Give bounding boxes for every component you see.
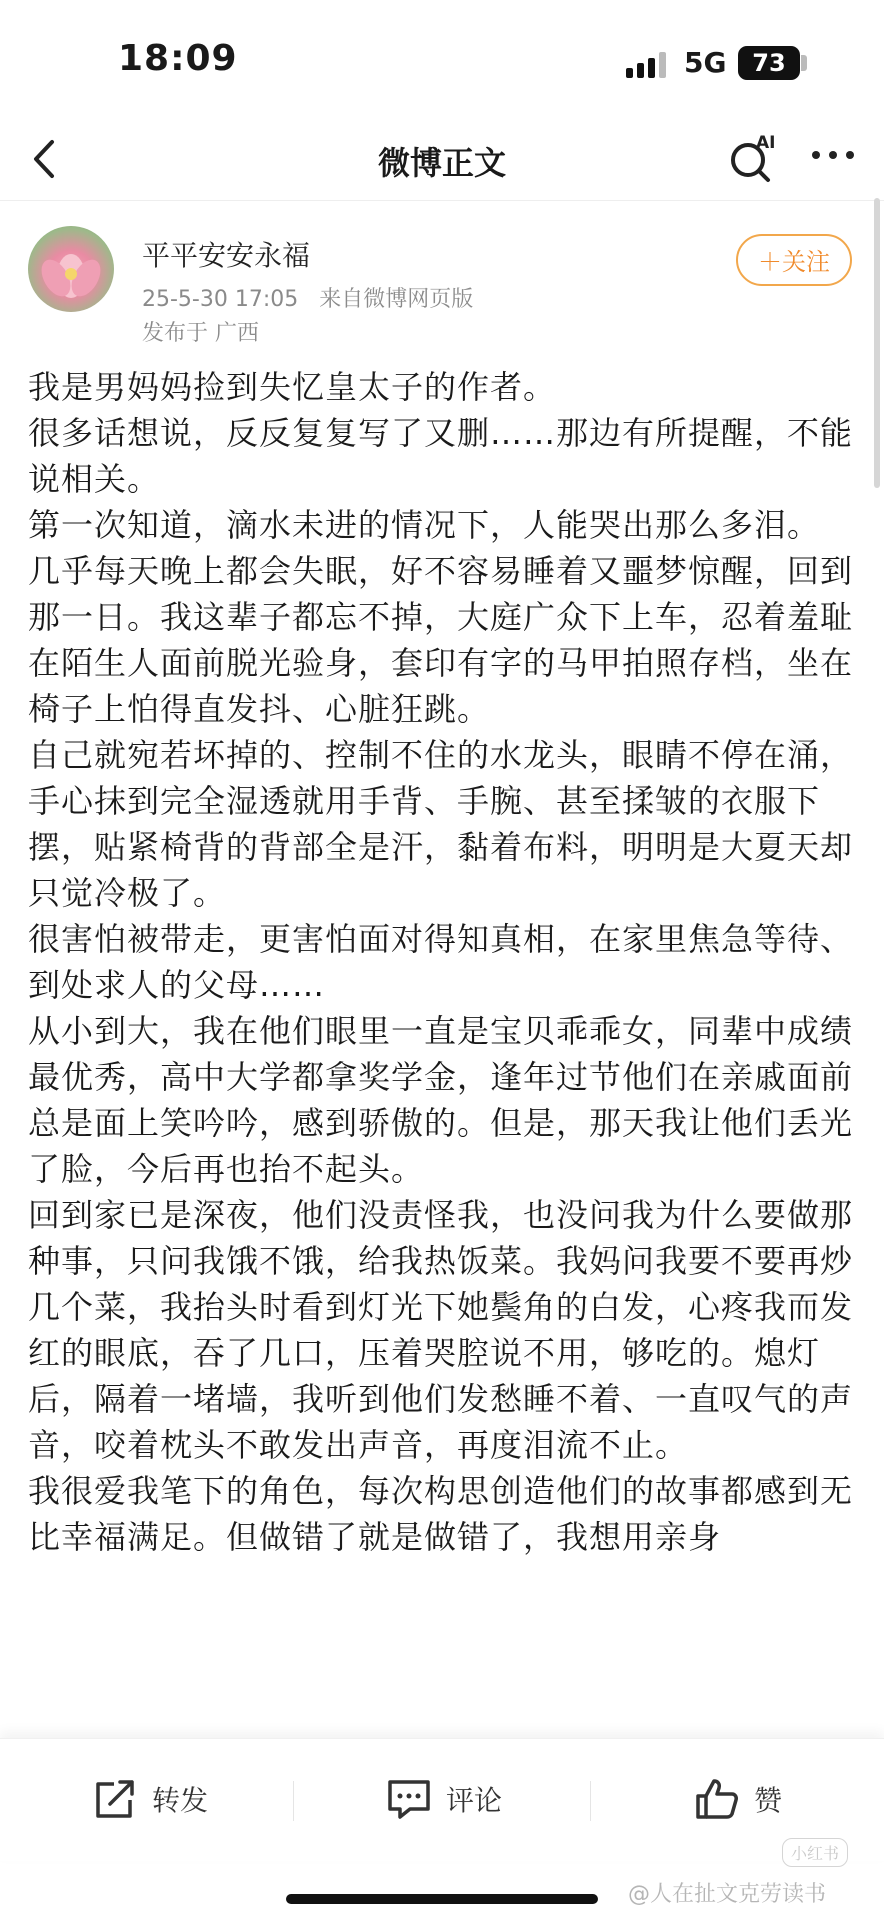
post-source: 来自微博网页版 (319, 287, 474, 312)
nav-bar (0, 120, 884, 201)
divider (590, 1781, 591, 1821)
comment-button[interactable] (386, 1771, 502, 1827)
battery-icon: 73 (738, 46, 800, 80)
post-date: 25-5-30 17:05 (142, 287, 299, 312)
ai-search-icon[interactable] (728, 128, 784, 188)
more-icon[interactable] (808, 140, 858, 170)
action-bar (0, 1738, 884, 1861)
avatar[interactable] (28, 226, 114, 312)
post-paragraph: 回到家已是深夜，他们没责怪我，也没问我为什么要做那种事，只问我饿不饿，给我热饭菜。我妈问我要不要再炒几个菜，我抬头时看到灯光下她鬓角的白发，心疼我而发红的眼底，吞了几口，压着哭腔说不用，够吃的。熄灯后，隔着一堵墙，我听到他们发愁睡不着、一直叹气的声音，咬着枕头不敢发出声音，再度泪流不止。 (28, 1196, 854, 1464)
like-label: 赞 (754, 1784, 783, 1817)
repost-icon (92, 1778, 138, 1820)
page-title: 微博正文 (377, 144, 506, 182)
battery-nub (801, 55, 807, 71)
post-paragraph: 几乎每天晚上都会失眠，好不容易睡着又噩梦惊醒，回到那一日。我这辈子都忘不掉，大庭广众下上车，忍着羞耻在陌生人面前脱光验身，套印有字的马甲拍照存档，坐在椅子上怕得直发抖、心脏狂跳。 (28, 552, 854, 728)
repost-button[interactable] (92, 1771, 208, 1827)
user-name[interactable]: 平平安安永福 (142, 239, 311, 272)
like-button[interactable] (694, 1771, 782, 1827)
post-header (0, 210, 884, 350)
ai-label: AI (756, 133, 776, 153)
post-body (28, 364, 858, 1736)
post-paragraph: 我很爱我笔下的角色，每次构思创造他们的故事都感到无比幸福满足。但做错了就是做错了，我想用亲身 (28, 1472, 854, 1556)
signal-icon (626, 50, 670, 78)
post-paragraph: 很多话想说，反反复复写了又删……那边有所提醒，不能说相关。 (28, 414, 854, 498)
comment-icon (386, 1777, 432, 1821)
post-paragraph: 从小到大，我在他们眼里一直是宝贝乖乖女，同辈中成绩最优秀，高中大学都拿奖学金，逢年过节他们在亲戚面前总是面上笑吟吟，感到骄傲的。但是，那天我让他们丢光了脸，今后再也抬不起头。 (28, 1012, 854, 1188)
post-paragraph: 第一次知道，滴水未进的情况下，人能哭出那么多泪。 (28, 506, 821, 544)
thumbs-up-icon (694, 1777, 740, 1821)
repost-label: 转发 (152, 1784, 209, 1817)
status-bar (0, 0, 884, 120)
network-type: 5G (684, 46, 727, 79)
comment-label: 评论 (446, 1784, 503, 1817)
post-paragraph: 很害怕被带走，更害怕面对得知真相，在家里焦急等待、到处求人的父母…… (28, 920, 854, 1004)
post-meta (142, 282, 473, 313)
home-indicator[interactable] (286, 1894, 598, 1904)
post-paragraph: 我是男妈妈捡到失忆皇太子的作者。 (28, 368, 557, 406)
post-location: 发布于 广西 (142, 321, 259, 346)
watermark-badge: 小红书 (782, 1838, 848, 1867)
post-paragraph: 自己就宛若坏掉的、控制不住的水龙头，眼睛不停在涌，手心抹到完全湿透就用手背、手腕、甚至揉皱的衣服下摆，贴紧椅背的背部全是汗，黏着布料，明明是大夏天却只觉冷极了。 (28, 736, 854, 912)
watermark: @人在扯文克劳读书 (628, 1882, 827, 1907)
status-time: 18:09 (118, 38, 238, 79)
follow-button[interactable]: ＋关注 (736, 234, 852, 286)
divider (293, 1781, 294, 1821)
